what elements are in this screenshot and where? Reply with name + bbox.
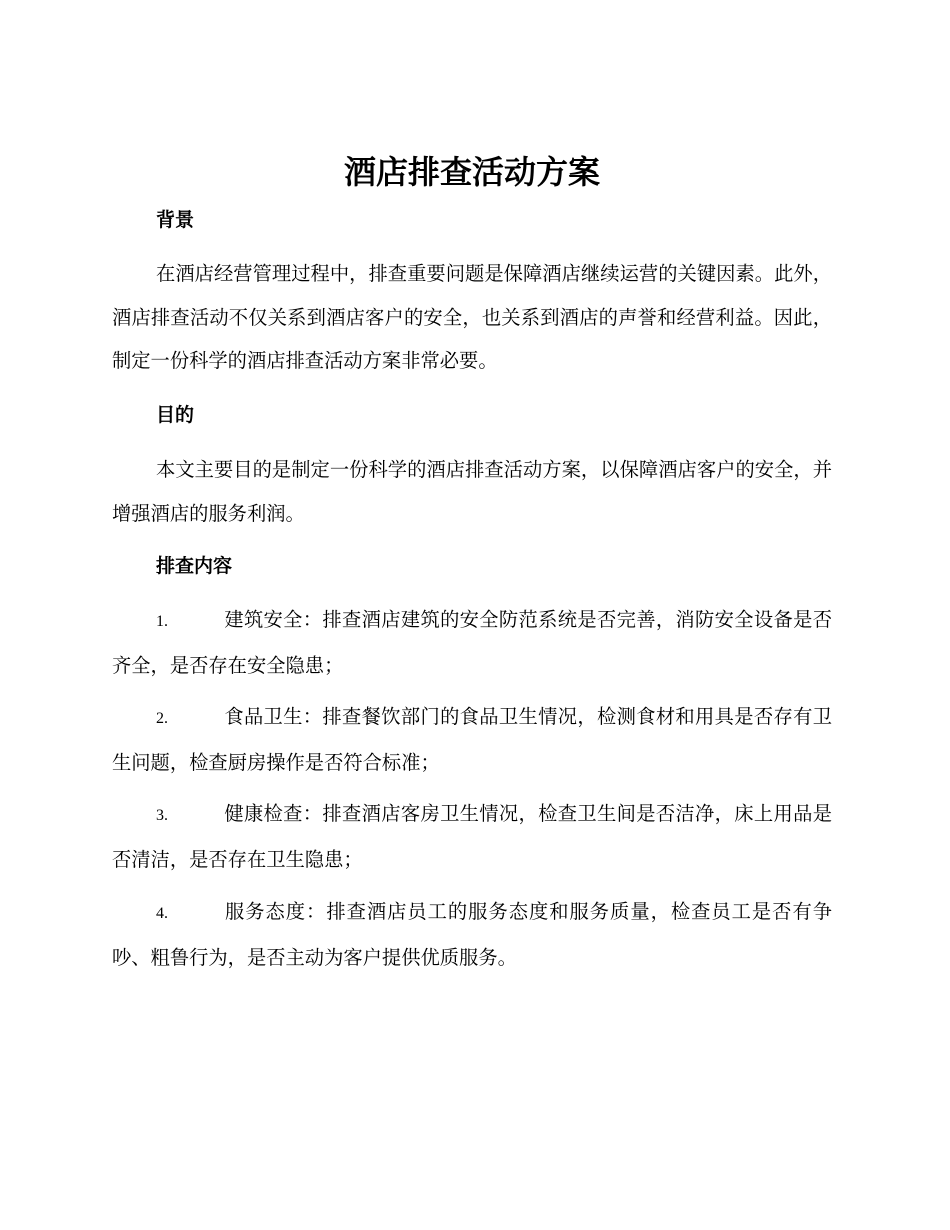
list-item-number: 1. [156, 613, 168, 630]
section-paragraph-background: 在酒店经营管理过程中，排查重要问题是保障酒店继续运营的关键因素。此外，酒店排查活动不仅关系到酒店客户的安全，也关系到酒店的声誉和经营利益。因此，制定一份科学的酒店排查活动方案非常必要。 [112, 262, 832, 372]
list-item-text: 食品卫生：排查餐饮部门的食品卫生情况，检测食材和用具是否存有卫生问题，检查厨房操作是否符合标准； [112, 705, 832, 774]
section-paragraph-purpose: 本文主要目的是制定一份科学的酒店排查活动方案，以保障酒店客户的安全，并增强酒店的服务利润。 [112, 458, 832, 525]
document-title: 酒店排查活动方案 [343, 153, 600, 191]
list-item-text: 建筑安全：排查酒店建筑的安全防范系统是否完善，消防安全设备是否齐全，是否存在安全隐患； [112, 608, 832, 677]
list-item [112, 695, 832, 784]
list-item-number: 3. [156, 807, 168, 824]
list-item [112, 890, 832, 979]
list-item-text: 服务态度：排查酒店员工的服务态度和服务质量，检查员工是否有争吵、粗鲁行为，是否主动为客户提供优质服务。 [112, 900, 832, 969]
list-item-number: 4. [156, 905, 168, 922]
list-item [112, 792, 832, 881]
section-heading-purpose: 目的 [156, 404, 195, 426]
list-item-number: 2. [156, 710, 168, 727]
section-heading-background: 背景 [156, 209, 195, 231]
list-item-text: 健康检查：排查酒店客房卫生情况，检查卫生间是否洁净，床上用品是否清洁，是否存在卫生隐患； [112, 802, 832, 871]
section-heading-content: 排查内容 [156, 555, 233, 577]
list-item [112, 598, 832, 687]
